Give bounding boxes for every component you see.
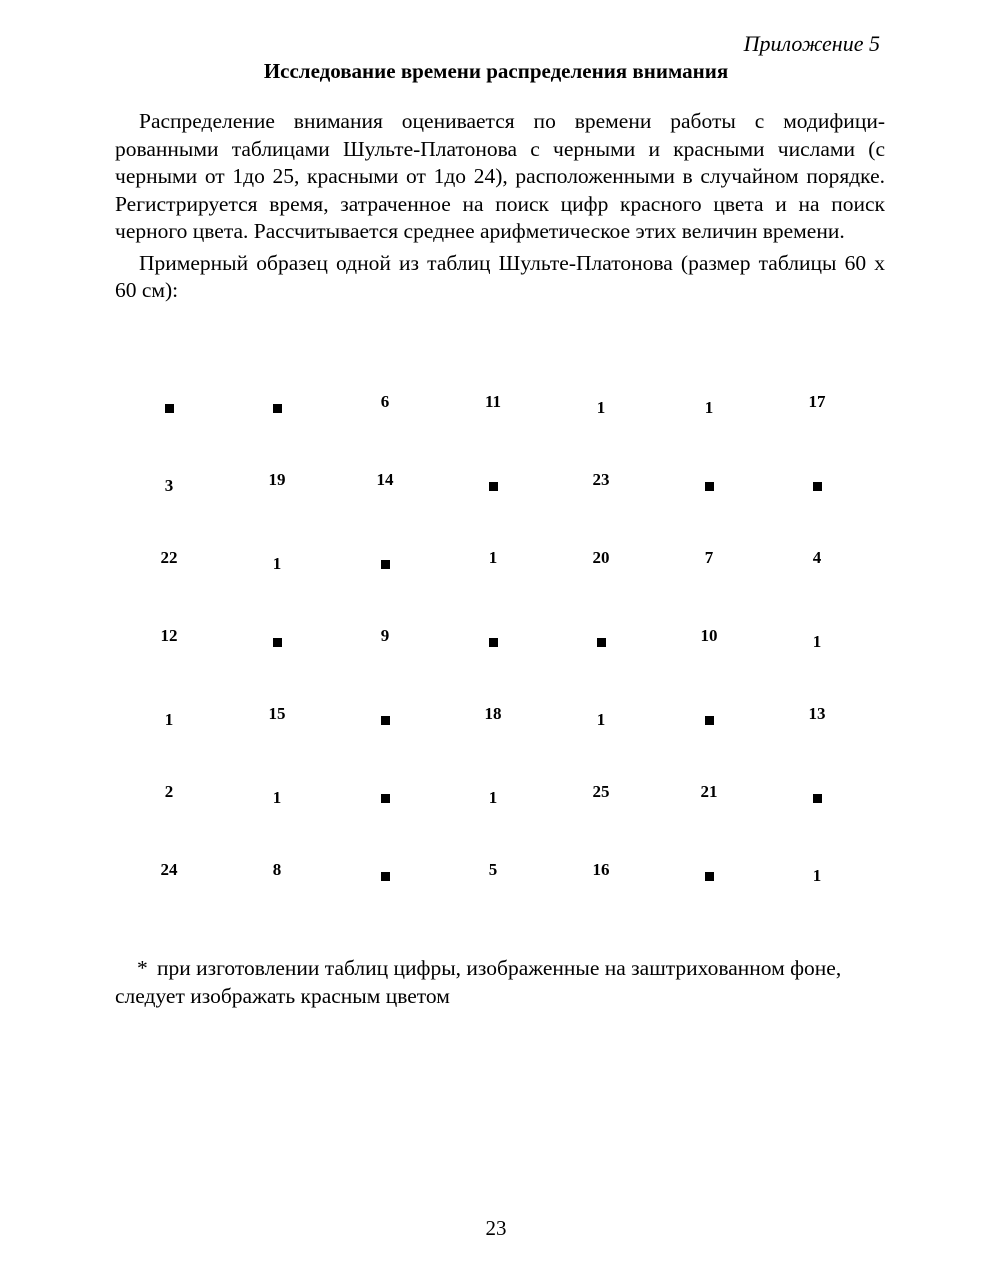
table-cell [547, 458, 655, 536]
table-cell [331, 380, 439, 458]
table-cell [223, 770, 331, 848]
table-cell [655, 458, 763, 536]
table-cell-number: 13 [808, 704, 826, 723]
table-cell-number: 1 [596, 710, 606, 729]
table-cell-number: 21 [700, 782, 718, 801]
square-mark-icon [705, 482, 714, 491]
table-cell [763, 458, 871, 536]
square-mark-icon [381, 872, 390, 881]
schulte-table [115, 380, 871, 926]
table-cell-number: 12 [160, 626, 178, 645]
table-cell [763, 614, 871, 692]
table-cell [331, 536, 439, 614]
table-cell [115, 380, 223, 458]
square-mark-icon [273, 638, 282, 647]
table-cell [223, 458, 331, 536]
page-title: Исследование времени распределения внимания [263, 59, 729, 83]
table-cell [763, 380, 871, 458]
table-cell [655, 770, 763, 848]
table-cell-number: 2 [164, 782, 174, 801]
table-cell-number: 5 [488, 860, 498, 879]
table-cell-number: 17 [808, 392, 826, 411]
square-mark-icon [705, 716, 714, 725]
table-cell-number: 23 [592, 470, 610, 489]
table-cell [655, 614, 763, 692]
table-cell [331, 458, 439, 536]
table-cell-number: 1 [272, 554, 282, 573]
table-cell [115, 458, 223, 536]
body-text [115, 108, 885, 309]
table-cell-number: 16 [592, 860, 610, 879]
table-cell-number: 1 [488, 548, 498, 567]
table-cell-number: 8 [272, 860, 282, 879]
table-cell [547, 614, 655, 692]
square-mark-icon [381, 560, 390, 569]
table-cell-number: 1 [704, 398, 714, 417]
table-cell-number: 1 [272, 788, 282, 807]
table-cell [655, 692, 763, 770]
footnote-marker: * [137, 956, 148, 980]
square-mark-icon [273, 404, 282, 413]
table-cell [115, 536, 223, 614]
table-cell-number: 19 [268, 470, 286, 489]
table-cell-number: 20 [592, 548, 610, 567]
square-mark-icon [381, 716, 390, 725]
table-cell [223, 614, 331, 692]
square-mark-icon [165, 404, 174, 413]
page-number: 23 [485, 1216, 507, 1240]
footnote-text: при изготовлении таблиц цифры, изображенные на заштрихованном фоне, следует изображать красным цветом [115, 956, 842, 1008]
table-cell [223, 536, 331, 614]
table-cell-number: 3 [164, 476, 174, 495]
table-cell [439, 770, 547, 848]
square-mark-icon [381, 794, 390, 803]
table-cell [763, 692, 871, 770]
square-mark-icon [489, 482, 498, 491]
square-mark-icon [705, 872, 714, 881]
table-cell [223, 380, 331, 458]
table-cell-number: 15 [268, 704, 286, 723]
table-cell [223, 848, 331, 926]
table-cell-number: 25 [592, 782, 610, 801]
table-cell-number: 18 [484, 704, 502, 723]
table-cell [115, 614, 223, 692]
table-cell [547, 770, 655, 848]
table-cell-number: 1 [164, 710, 174, 729]
table-cell [763, 848, 871, 926]
table-cell-number: 22 [160, 548, 178, 567]
table-cell [223, 692, 331, 770]
appendix-label: Приложение 5 [743, 31, 880, 56]
table-cell [439, 692, 547, 770]
table-cell [763, 770, 871, 848]
table-cell [655, 380, 763, 458]
table-cell-number: 1 [812, 866, 822, 885]
table-cell-number: 24 [160, 860, 178, 879]
table-cell-number: 10 [700, 626, 718, 645]
square-mark-icon [597, 638, 606, 647]
paragraph-description: Распределение внимания оценивается по времени работы с модифицированными таблицами Шульте-Платонова с черными и красными числами (с черными от 1до 25, красными от 1до 24), расположенными в случайном порядке. Регистрируется время, затраченное на поиск цифр красного цвета и на поиск черного цвета. Рассчитывается среднее арифметическое этих величин времени. [115, 109, 885, 243]
paragraph-table-intro: Примерный образец одной из таблиц Шульте-Платонова (размер таблицы 60 х 60 см): [115, 250, 885, 302]
table-cell [547, 848, 655, 926]
table-cell-number: 1 [596, 398, 606, 417]
table-cell [655, 848, 763, 926]
table-cell [439, 614, 547, 692]
table-cell [763, 536, 871, 614]
table-cell-number: 4 [812, 548, 822, 567]
table-cell [547, 692, 655, 770]
table-cell-number: 1 [812, 632, 822, 651]
table-cell-number: 9 [380, 626, 390, 645]
table-cell [439, 380, 547, 458]
table-cell-number: 6 [380, 392, 390, 411]
square-mark-icon [489, 638, 498, 647]
table-cell [331, 614, 439, 692]
footnote [115, 954, 905, 1010]
table-cell [439, 848, 547, 926]
table-cell [331, 770, 439, 848]
table-cell [439, 536, 547, 614]
square-mark-icon [813, 794, 822, 803]
table-cell [439, 458, 547, 536]
table-cell [331, 848, 439, 926]
table-cell-number: 11 [484, 392, 502, 411]
table-cell-number: 1 [488, 788, 498, 807]
table-cell [547, 536, 655, 614]
square-mark-icon [813, 482, 822, 491]
table-cell [547, 380, 655, 458]
table-cell [331, 692, 439, 770]
table-cell [115, 692, 223, 770]
table-cell-number: 14 [376, 470, 394, 489]
table-cell [115, 770, 223, 848]
table-cell [115, 848, 223, 926]
table-cell [655, 536, 763, 614]
table-cell-number: 7 [704, 548, 714, 567]
